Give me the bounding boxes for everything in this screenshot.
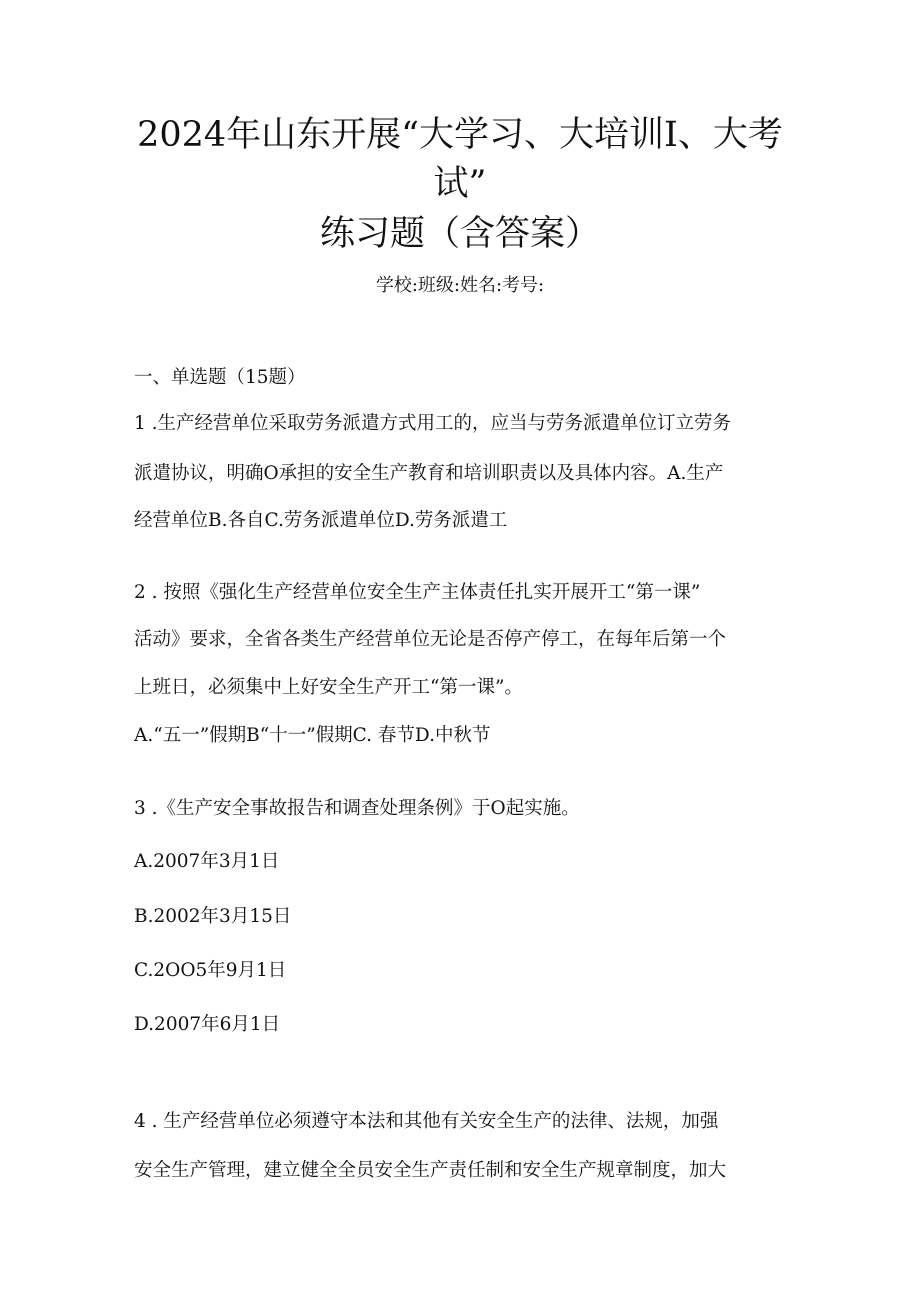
document-title-line-3: 练习题（含答案） [319, 214, 600, 254]
question-2-line-2: 活动》要求，全省各类生产经营单位无论是否停产停工，在每年后第一个 [134, 629, 727, 650]
document-title-line-2: 试” [433, 164, 487, 204]
question-3-option-d: D.2007年6月1日 [134, 1014, 281, 1035]
question-4-line-2: 安全生产管理，建立健全全员安全生产责任制和安全生产规章制度，加大 [134, 1160, 727, 1181]
question-2-line-1: 2 . 按照《强化生产经营单位安全生产主体责任扎实开展开工“第一课” [134, 582, 701, 603]
section-heading: 一、单选题（15题） [134, 367, 306, 388]
document-title-line-1: 2024年山东开展“大学习、大培训I、大考 [137, 115, 783, 155]
question-3-option-b: B.2002年3月15日 [134, 906, 292, 927]
question-3-line-1: 3 .《生产安全事故报告和调查处理条例》于O起实施。 [134, 798, 580, 819]
question-1-line-3: 经营单位B.各自C.劳务派遣单位D.劳务派遣工 [134, 510, 508, 531]
question-1-line-2: 派遣协议，明确O承担的安全生产教育和培训职责以及具体内容。A.生产 [134, 463, 724, 484]
question-2-line-4: A.“五一”假期B“十一”假期C. 春节D.中秋节 [134, 725, 491, 746]
question-3-option-a: A.2007年3月1日 [134, 851, 280, 872]
question-3-option-c: C.2OO5年9月1日 [134, 960, 287, 981]
question-2-line-3: 上班日，必须集中上好安全生产开工“第一课”。 [134, 677, 523, 698]
question-1-line-1: 1 .生产经营单位采取劳务派遣方式用工的，应当与劳务派遣单位订立劳务 [134, 413, 732, 434]
student-info-line: 学校:班级:姓名:考号: [375, 275, 545, 296]
question-4-line-1: 4 . 生产经营单位必须遵守本法和其他有关安全生产的法律、法规，加强 [134, 1111, 719, 1132]
